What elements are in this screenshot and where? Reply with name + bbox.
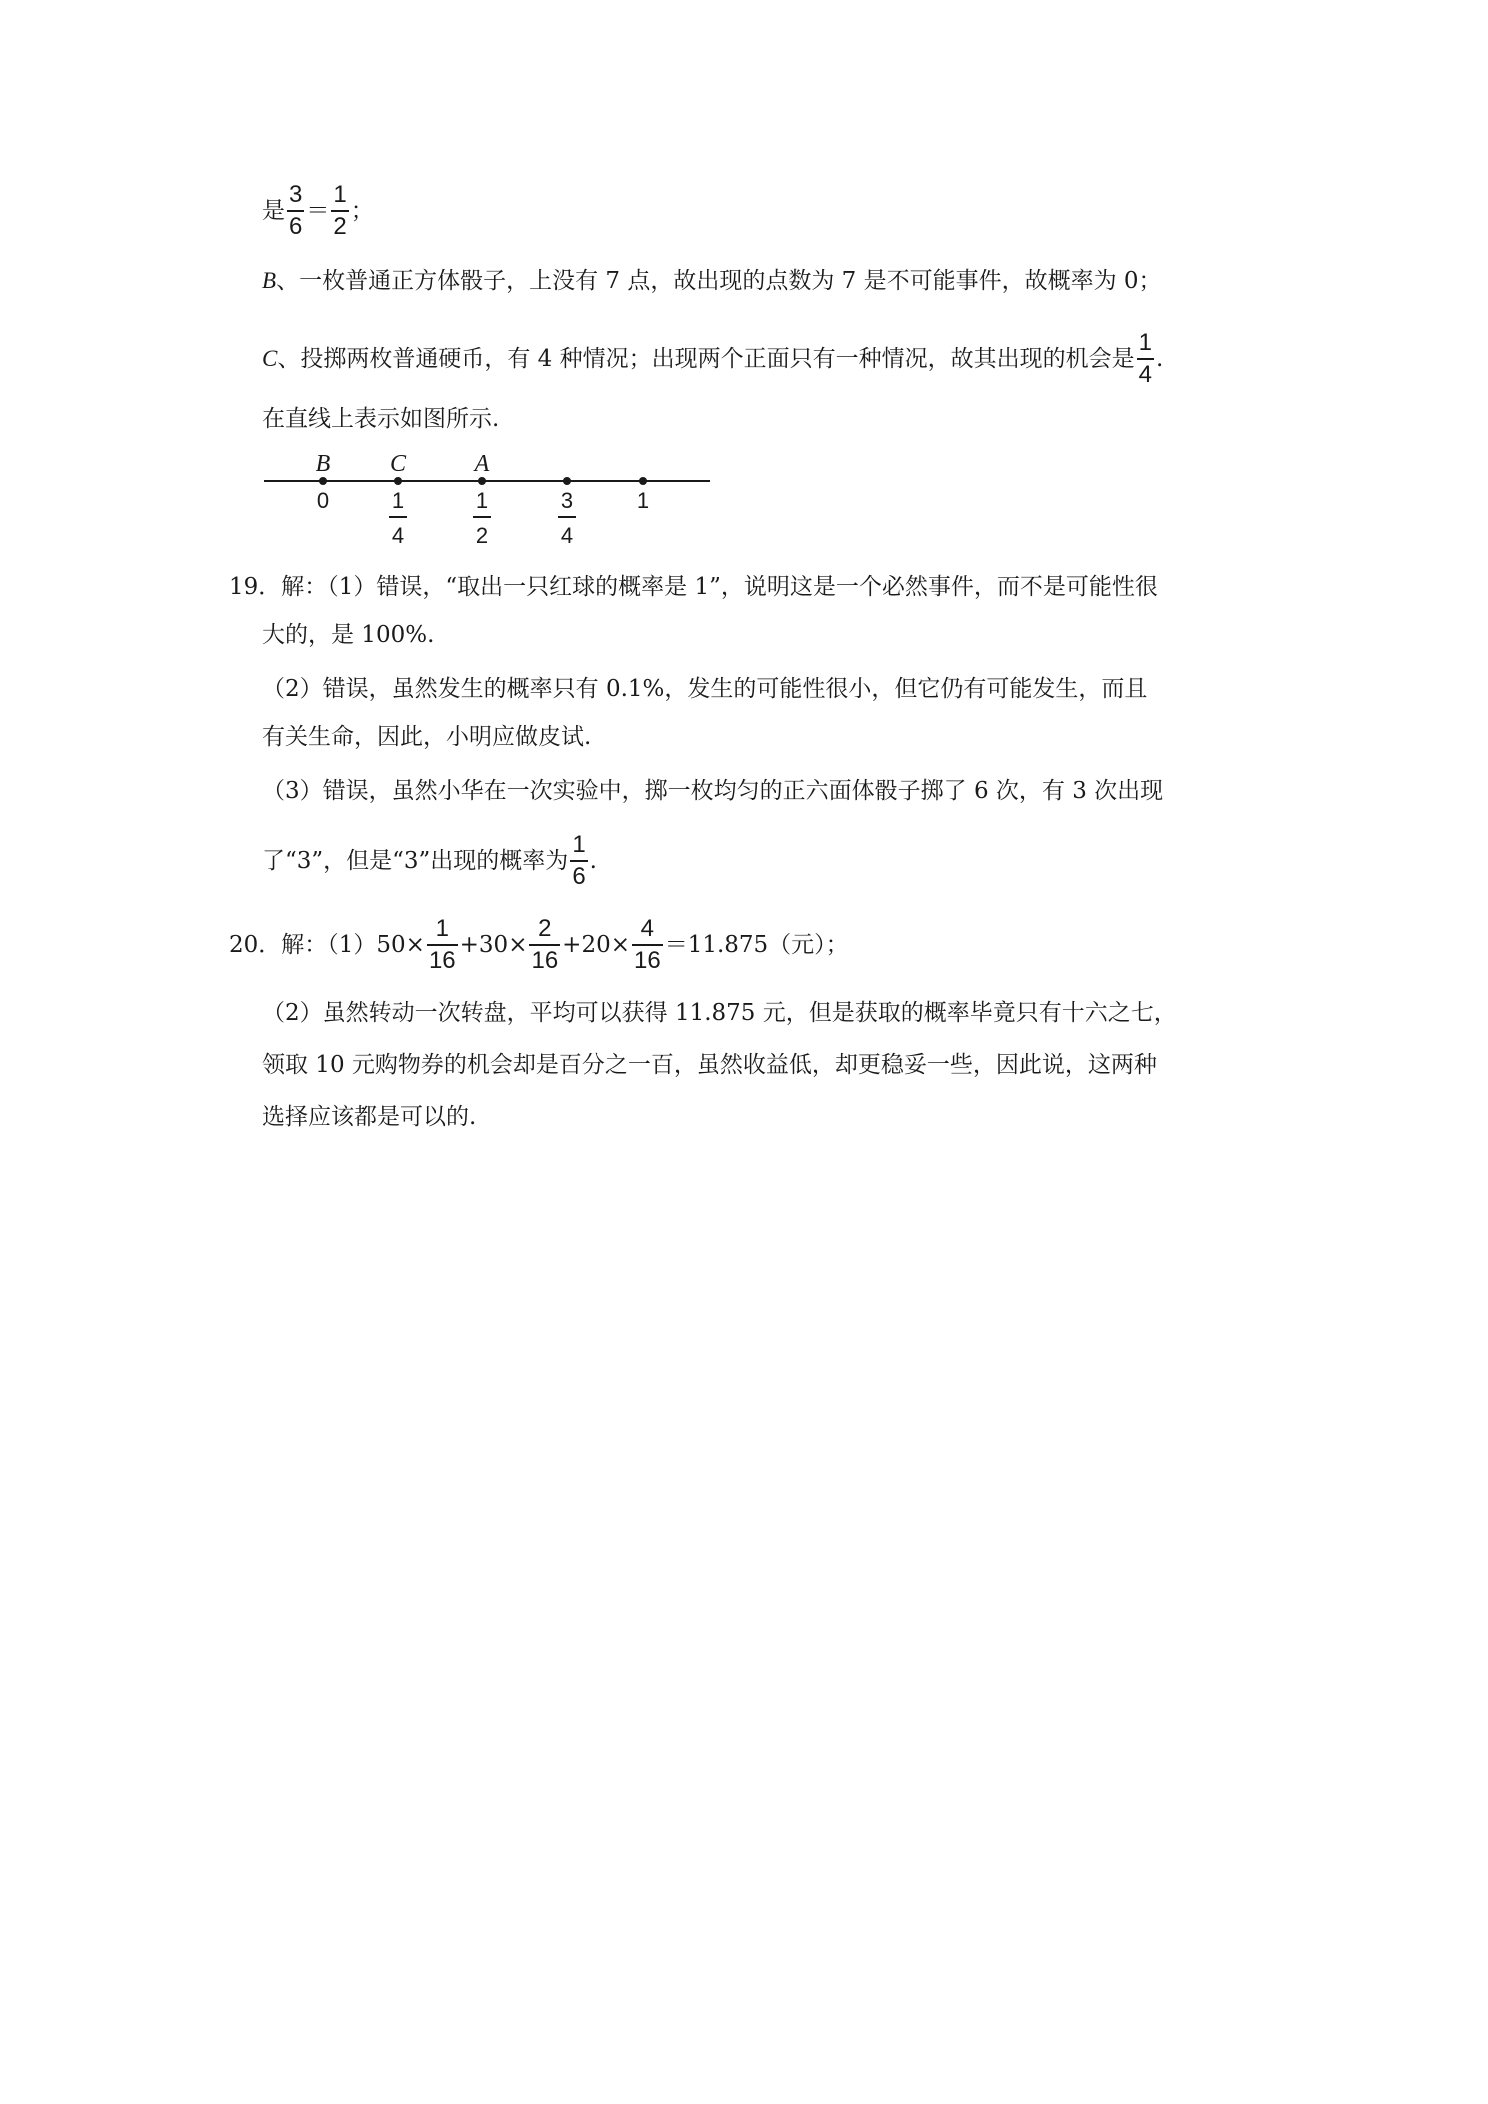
fraction-numerator: 1 <box>572 831 586 858</box>
fraction-denominator: 2 <box>333 213 347 240</box>
answer-a-line <box>262 182 374 240</box>
q19-text-6: 了“3”，但是“3”出现的概率为 <box>262 848 569 874</box>
q19-text-4: 有关生命，因此，小明应做皮试. <box>262 724 592 750</box>
q20-text-3: 领取 10 元购物券的机会却是百分之一百，虽然收益低，却更稳妥一些，因此说，这两种 <box>262 1052 1157 1078</box>
number-line-tick-denominator: 2 <box>475 523 489 548</box>
fraction-denominator: 4 <box>1138 361 1152 388</box>
fraction-1-2 <box>331 182 348 240</box>
q20-line-3 <box>262 1050 1157 1080</box>
equals-sign: ＝ <box>306 198 330 224</box>
q19-suffix: . <box>589 848 597 874</box>
q19-text-1: 19．解：（1）错误，“取出一只红球的概率是 1”，说明这是一个必然事件，而不是可能性很 <box>229 574 1158 600</box>
fraction-numerator: 3 <box>289 181 303 208</box>
number-line-point <box>319 477 327 485</box>
q20-mid-2: +20× <box>562 932 630 958</box>
q20-line-4 <box>262 1102 476 1132</box>
number-line-tick-denominator: 4 <box>391 523 405 548</box>
q20-text-2: （2）虽然转动一次转盘，平均可以获得 11.875 元，但是获取的概率毕竟只有十六之七， <box>262 1000 1177 1026</box>
q20-prefix: 20．解：（1）50× <box>229 932 425 958</box>
q19-line-3 <box>262 674 1147 704</box>
answer-c-text: 、投掷两枚普通硬币，有 4 种情况；出现两个正面只有一种情况，故其出现的机会是 <box>277 346 1135 372</box>
number-line-point <box>639 477 647 485</box>
number-line-tick-denominator: 4 <box>560 523 574 548</box>
q19-line-2 <box>262 620 434 650</box>
letter-b: B <box>262 268 277 293</box>
number-line-point <box>478 477 486 485</box>
answer-a-prefix: 是 <box>262 198 285 224</box>
answer-c-suffix: . <box>1155 346 1164 372</box>
number-line-tick-numerator: 1 <box>391 488 405 513</box>
q20-text-4: 选择应该都是可以的. <box>262 1104 477 1130</box>
fraction-denominator: 16 <box>531 947 559 974</box>
number-line-tick-numerator: 3 <box>560 488 574 513</box>
fraction-denominator: 6 <box>289 213 303 240</box>
fraction-denominator: 16 <box>428 947 456 974</box>
number-line-tick-numerator: 0 <box>316 488 330 513</box>
fraction-denominator: 16 <box>633 947 661 974</box>
fraction-numerator: 4 <box>640 915 655 942</box>
fraction-numerator: 2 <box>538 915 552 942</box>
q19-line-6 <box>262 832 597 890</box>
q19-text-3: （2）错误，虽然发生的概率只有 0.1%，发生的可能性很小，但它仍有可能发生，而且 <box>262 676 1148 702</box>
q19-line-5 <box>262 776 1163 806</box>
fraction-numerator: 1 <box>333 181 347 208</box>
q20-result: ＝11.875（元）； <box>664 932 849 958</box>
number-line-tick-numerator: 1 <box>636 488 650 513</box>
answer-b-text: 、一枚普通正方体骰子，上没有 7 点，故出现的点数为 7 是不可能事件，故概率为 0； <box>276 268 1162 294</box>
answer-a-suffix: ； <box>350 198 374 224</box>
number-line-point-label: B <box>315 451 331 477</box>
number-line-point <box>563 477 571 485</box>
fraction-1-6 <box>570 832 587 890</box>
fraction-1-4 <box>1137 330 1154 388</box>
answer-c-line <box>262 330 1163 388</box>
number-line-point-label: C <box>389 451 407 477</box>
fraction-numerator: 1 <box>435 915 449 942</box>
q20-line-1 <box>229 916 849 974</box>
q20-mid-1: +30× <box>459 932 528 958</box>
number-line-point-label: A <box>474 451 490 477</box>
fraction-1-16 <box>427 916 458 974</box>
fraction-numerator: 1 <box>1138 329 1152 356</box>
q19-line-4 <box>262 722 591 752</box>
q19-line-1 <box>229 572 1158 602</box>
number-line-intro-text: 在直线上表示如图所示. <box>262 406 500 432</box>
fraction-denominator: 6 <box>572 863 586 890</box>
number-line-tick-numerator: 1 <box>475 488 489 513</box>
number-line-point <box>394 477 402 485</box>
q19-text-2: 大的，是 100%. <box>262 622 435 648</box>
letter-c: C <box>262 346 278 371</box>
fraction-2-16 <box>529 916 560 974</box>
q20-line-2 <box>262 998 1177 1028</box>
answer-b-line <box>262 266 1162 296</box>
q19-text-5: （3）错误，虽然小华在一次实验中，掷一枚均匀的正六面体骰子掷了 6 次，有 3 次出现 <box>262 778 1164 804</box>
fraction-4-16 <box>632 916 663 974</box>
number-line-intro <box>262 404 499 434</box>
fraction-3-6 <box>287 182 304 240</box>
